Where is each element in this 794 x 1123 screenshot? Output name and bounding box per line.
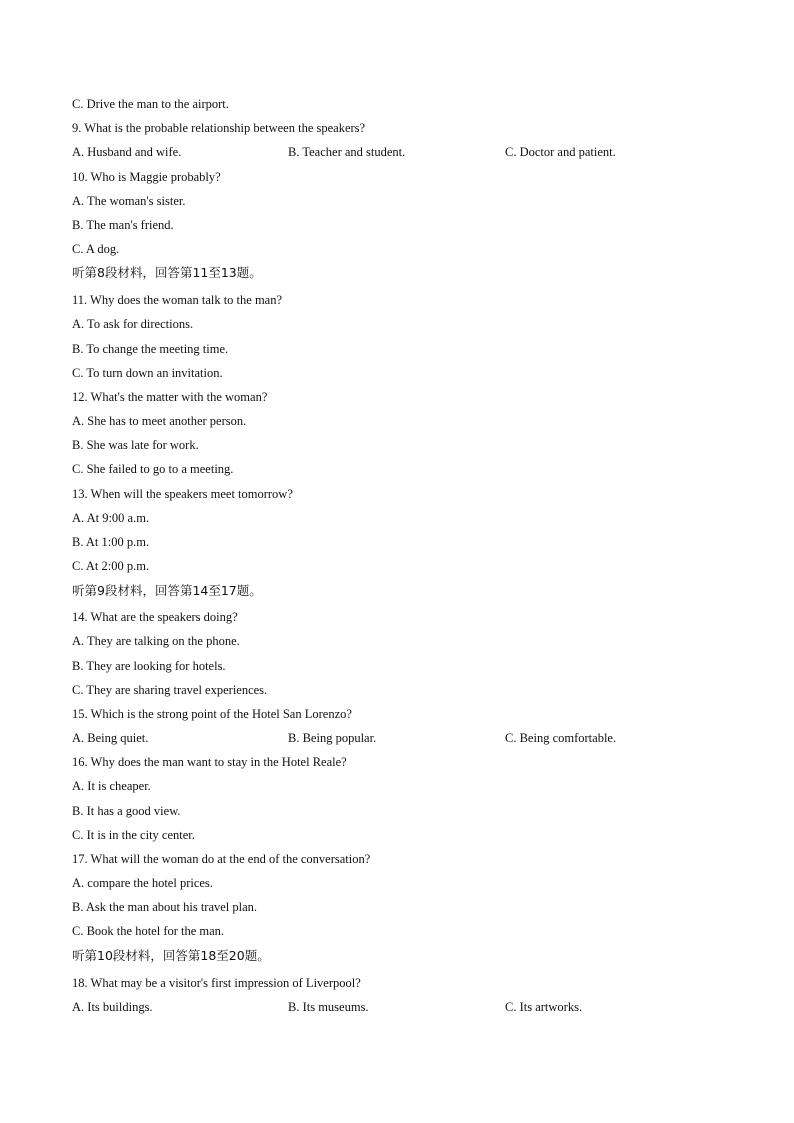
section-heading-10: 听第10段材料，回答第18至20题。 bbox=[72, 948, 270, 963]
q13-option-a: A. At 9:00 a.m. bbox=[72, 511, 150, 525]
q10-option-b: B. The man's friend. bbox=[72, 218, 174, 232]
q11-option-a: A. To ask for directions. bbox=[72, 317, 194, 331]
q17-option-a: A. compare the hotel prices. bbox=[72, 876, 213, 890]
q10-option-c: C. A dog. bbox=[72, 242, 120, 256]
q15-option-a: A. Being quiet. bbox=[72, 731, 149, 745]
question-17: 17. What will the woman do at the end of the conversation? bbox=[72, 852, 371, 866]
q8-option-c: C. Drive the man to the airport. bbox=[72, 97, 229, 111]
q12-option-b: B. She was late for work. bbox=[72, 438, 199, 452]
q9-option-c: C. Doctor and patient. bbox=[505, 145, 616, 159]
q16-option-a: A. It is cheaper. bbox=[72, 779, 151, 793]
question-13: 13. When will the speakers meet tomorrow? bbox=[72, 487, 293, 501]
q12-option-c: C. She failed to go to a meeting. bbox=[72, 462, 234, 476]
q14-option-c: C. They are sharing travel experiences. bbox=[72, 683, 268, 697]
q13-option-c: C. At 2:00 p.m. bbox=[72, 559, 150, 573]
q9-option-b: B. Teacher and student. bbox=[288, 145, 406, 159]
q15-option-b: B. Being popular. bbox=[288, 731, 377, 745]
section-heading-8: 听第8段材料，回答第11至13题。 bbox=[72, 265, 262, 280]
q17-option-c: C. Book the hotel for the man. bbox=[72, 924, 225, 938]
question-15: 15. Which is the strong point of the Hotel San Lorenzo? bbox=[72, 707, 352, 721]
q16-option-c: C. It is in the city center. bbox=[72, 828, 195, 842]
question-18: 18. What may be a visitor's first impression of Liverpool? bbox=[72, 976, 361, 990]
q13-option-b: B. At 1:00 p.m. bbox=[72, 535, 150, 549]
question-9: 9. What is the probable relationship between the speakers? bbox=[72, 121, 366, 135]
q18-option-c: C. Its artworks. bbox=[505, 1000, 583, 1014]
q12-option-a: A. She has to meet another person. bbox=[72, 414, 247, 428]
q18-option-b: B. Its museums. bbox=[288, 1000, 369, 1014]
q14-option-a: A. They are talking on the phone. bbox=[72, 634, 240, 648]
question-11: 11. Why does the woman talk to the man? bbox=[72, 293, 283, 307]
question-16: 16. Why does the man want to stay in the Hotel Reale? bbox=[72, 755, 347, 769]
q11-option-b: B. To change the meeting time. bbox=[72, 342, 229, 356]
q15-option-c: C. Being comfortable. bbox=[505, 731, 617, 745]
q14-option-b: B. They are looking for hotels. bbox=[72, 659, 226, 673]
q9-option-a: A. Husband and wife. bbox=[72, 145, 182, 159]
q17-option-b: B. Ask the man about his travel plan. bbox=[72, 900, 258, 914]
question-14: 14. What are the speakers doing? bbox=[72, 610, 238, 624]
q11-option-c: C. To turn down an invitation. bbox=[72, 366, 223, 380]
q16-option-b: B. It has a good view. bbox=[72, 804, 181, 818]
q10-option-a: A. The woman's sister. bbox=[72, 194, 186, 208]
q18-option-a: A. Its buildings. bbox=[72, 1000, 153, 1014]
question-10: 10. Who is Maggie probably? bbox=[72, 170, 221, 184]
question-12: 12. What's the matter with the woman? bbox=[72, 390, 268, 404]
section-heading-9: 听第9段材料，回答第14至17题。 bbox=[72, 583, 262, 598]
